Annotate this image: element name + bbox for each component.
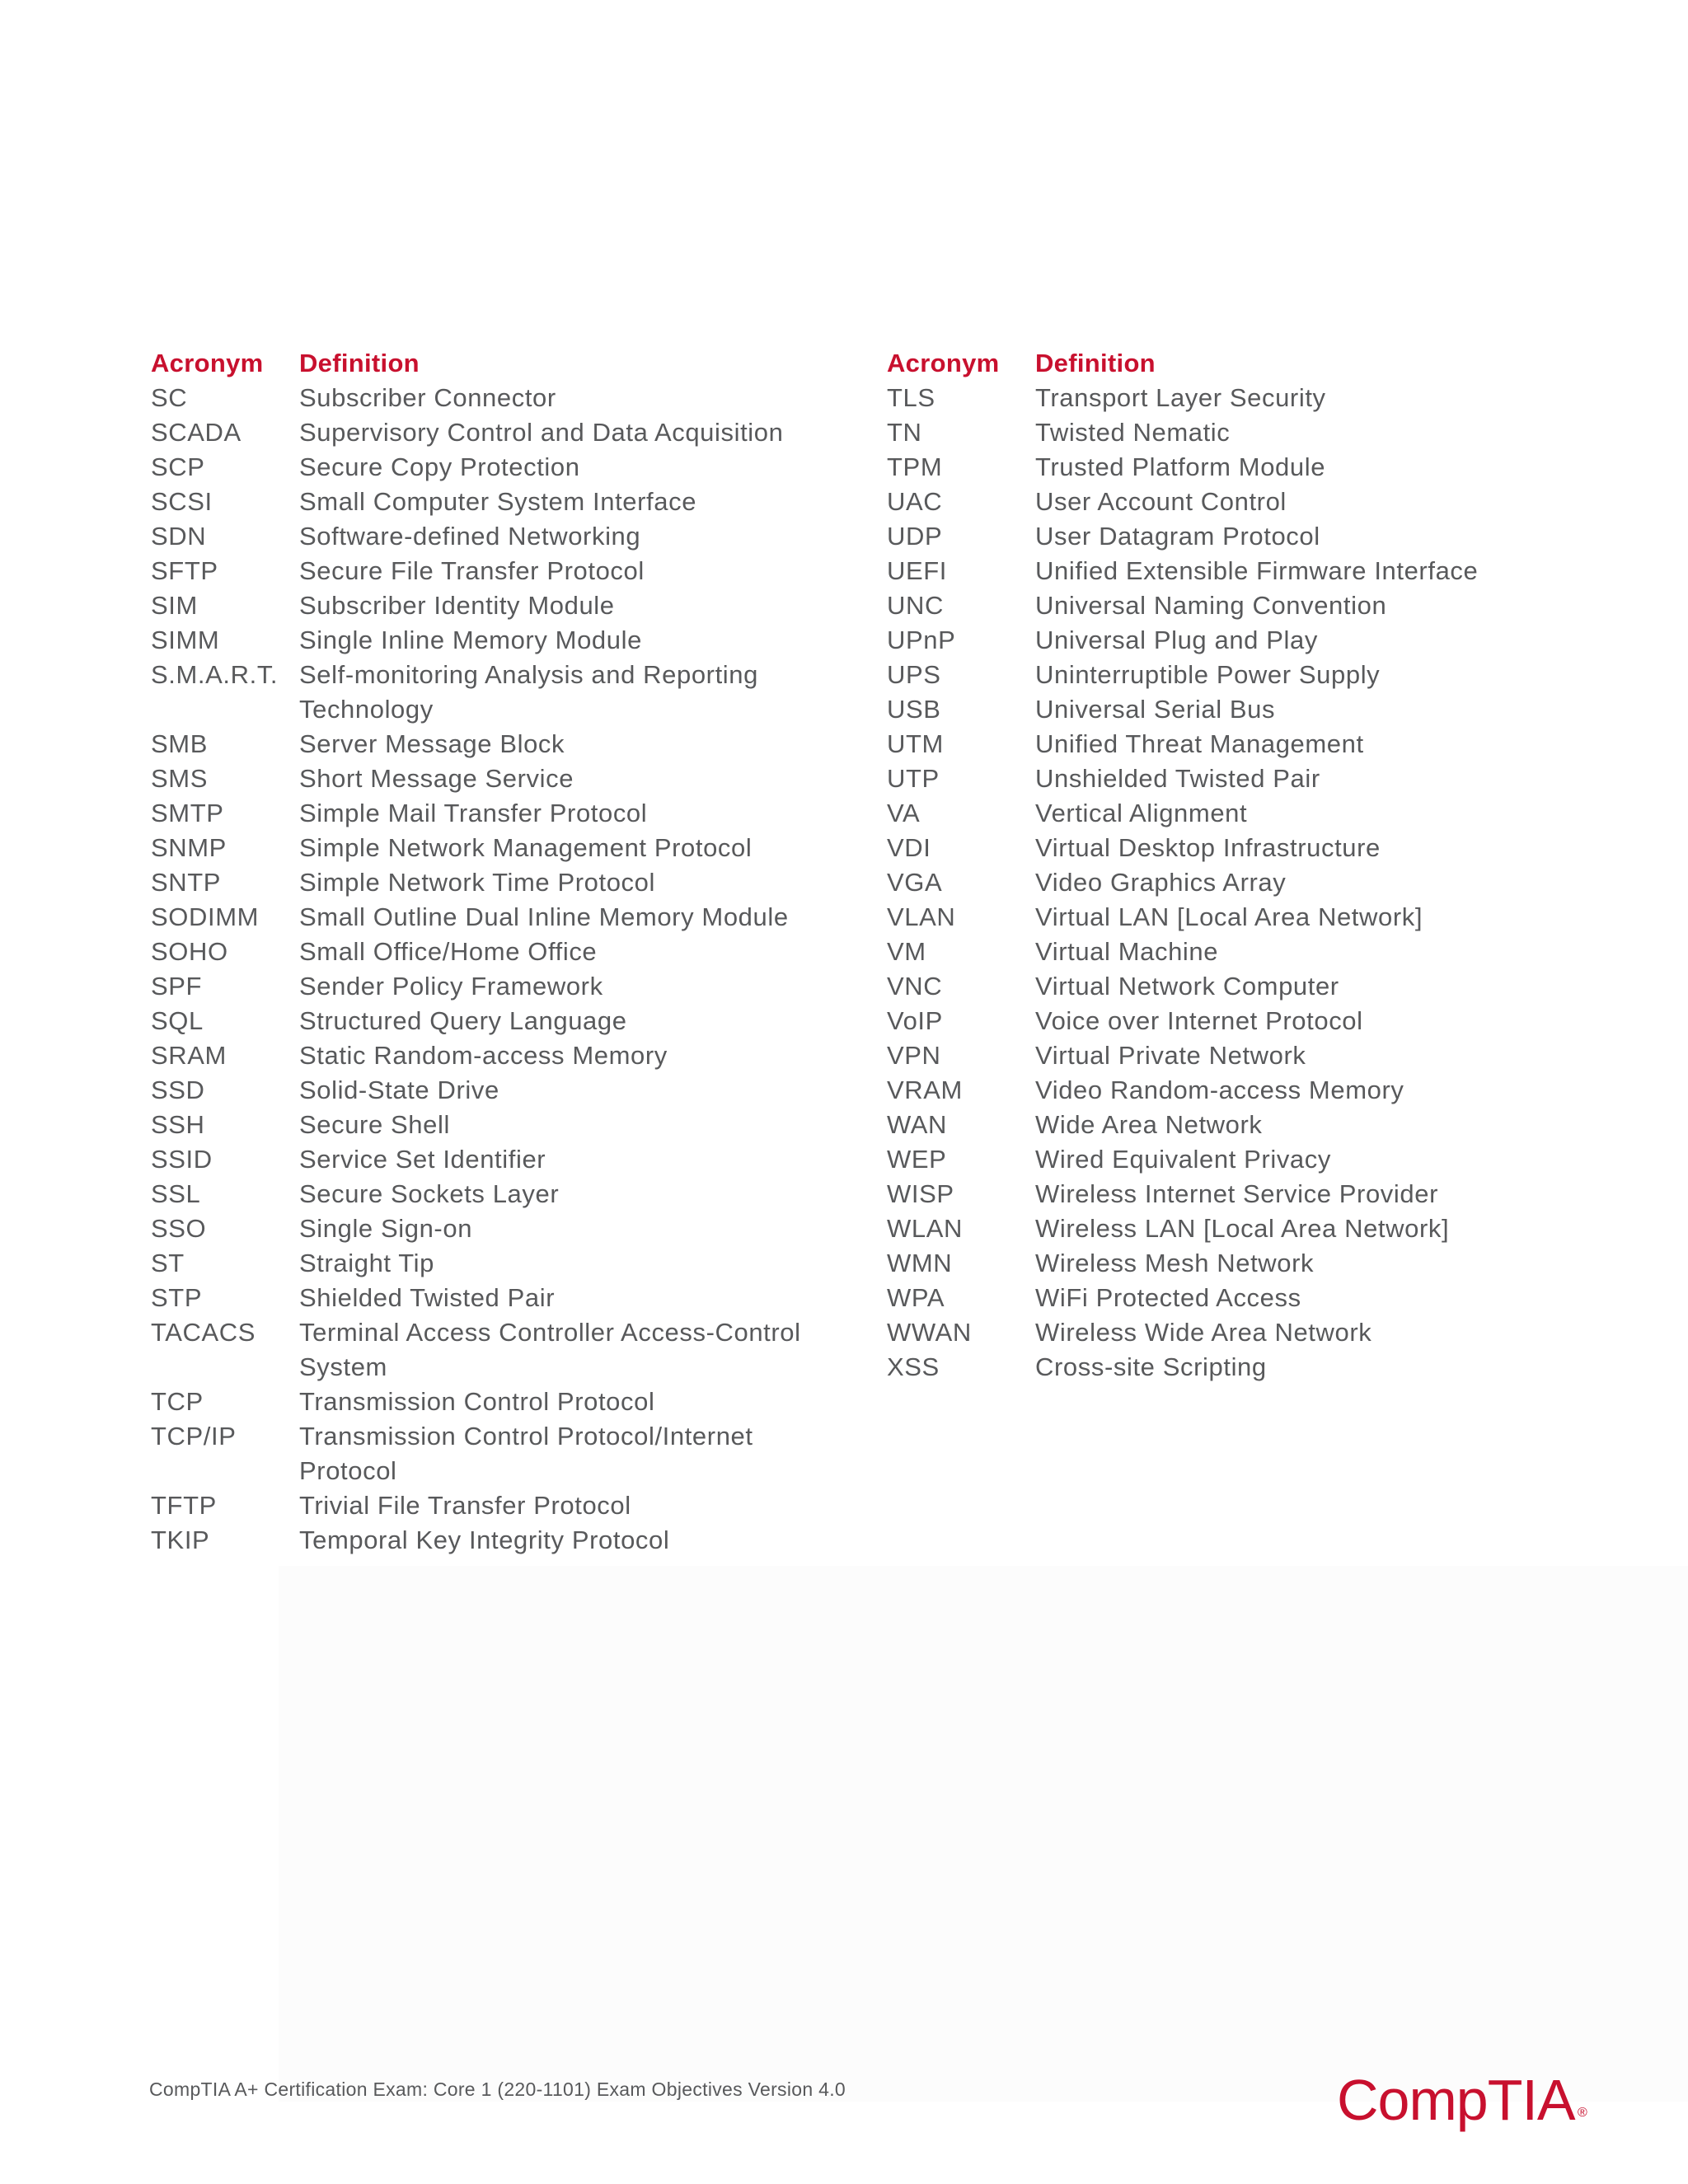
definition-text: Single Sign-on (299, 1214, 473, 1243)
definition-cell (299, 831, 835, 865)
acronym-cell: VM (887, 937, 926, 966)
definition-text-continued: System (299, 1352, 387, 1381)
definition-text: Static Random-access Memory (299, 1041, 668, 1070)
definition-text: Sender Policy Framework (299, 972, 603, 1001)
acronym-row (151, 1488, 835, 1523)
acronym-row (151, 450, 835, 485)
acronym-cell: WISP (887, 1179, 954, 1208)
definition-text: Virtual Desktop Infrastructure (1035, 833, 1381, 862)
definition-cell (1035, 485, 1596, 519)
definition-cell (299, 1419, 835, 1488)
acronym-cell: TPM (887, 452, 943, 481)
definition-cell (299, 519, 835, 554)
definition-text: Supervisory Control and Data Acquisition (299, 418, 784, 447)
acronym-row (151, 1177, 835, 1212)
definition-text: Small Office/Home Office (299, 937, 598, 966)
definition-cell (299, 1523, 835, 1558)
definition-text: Solid-State Drive (299, 1076, 499, 1104)
definition-cell (1035, 658, 1596, 692)
acronym-cell: SIM (151, 591, 198, 620)
acronym-cell: SC (151, 383, 188, 412)
definition-text: Single Inline Memory Module (299, 626, 642, 654)
definition-text: Software-defined Networking (299, 522, 641, 551)
definition-cell (1035, 623, 1596, 658)
acronym-row (887, 1038, 1596, 1073)
acronym-cell: SSH (151, 1110, 205, 1139)
acronym-row (151, 762, 835, 796)
definition-text: Structured Query Language (299, 1006, 627, 1035)
acronym-row (887, 796, 1596, 831)
acronym-cell: WAN (887, 1110, 947, 1139)
acronym-cell: S.M.A.R.T. (151, 660, 279, 689)
definition-cell (1035, 900, 1596, 935)
acronym-cell: SSO (151, 1214, 207, 1243)
acronym-cell: WPA (887, 1283, 945, 1312)
acronym-cell: VRAM (887, 1076, 963, 1104)
definition-text: Unshielded Twisted Pair (1035, 764, 1320, 793)
definition-cell (299, 935, 835, 969)
definition-text: Universal Serial Bus (1035, 695, 1276, 724)
definition-cell (1035, 762, 1596, 796)
acronym-cell: SNMP (151, 833, 227, 862)
acronym-row (151, 1419, 835, 1488)
acronym-row (887, 485, 1596, 519)
definition-cell (299, 1385, 835, 1419)
acronym-cell: SPF (151, 972, 203, 1001)
definition-column-header: Definition (299, 349, 420, 377)
acronym-cell: SMS (151, 764, 208, 793)
acronym-cell: TFTP (151, 1491, 217, 1520)
definition-cell (299, 1004, 835, 1038)
acronym-row (151, 554, 835, 588)
acronym-rows-left (151, 381, 835, 1558)
definition-text: Unified Threat Management (1035, 729, 1364, 758)
acronym-row (887, 415, 1596, 450)
definition-text: Straight Tip (299, 1249, 435, 1277)
definition-cell (1035, 415, 1596, 450)
acronym-cell: SSL (151, 1179, 201, 1208)
acronym-cell: SODIMM (151, 902, 260, 931)
acronym-row (151, 1073, 835, 1108)
acronym-row (887, 969, 1596, 1004)
logo-registered-mark: ® (1578, 2106, 1587, 2120)
definition-cell (299, 1315, 835, 1385)
acronym-row (151, 865, 835, 900)
definition-cell (1035, 588, 1596, 623)
acronym-cell: VoIP (887, 1006, 943, 1035)
definition-cell (299, 658, 835, 727)
definition-cell (1035, 796, 1596, 831)
definition-text: Trivial File Transfer Protocol (299, 1491, 631, 1520)
definition-text: Simple Network Management Protocol (299, 833, 753, 862)
acronym-cell: STP (151, 1283, 203, 1312)
definition-text-continued: Protocol (299, 1456, 397, 1485)
definition-text: Virtual Network Computer (1035, 972, 1339, 1001)
definition-text: Wide Area Network (1035, 1110, 1263, 1139)
definition-cell (1035, 692, 1596, 727)
definition-cell (1035, 1246, 1596, 1281)
table-header (151, 346, 835, 381)
definition-text: Trusted Platform Module (1035, 452, 1326, 481)
acronym-row (151, 1038, 835, 1073)
acronym-cell: SCADA (151, 418, 241, 447)
acronym-cell: WMN (887, 1249, 953, 1277)
definition-text: User Datagram Protocol (1035, 522, 1320, 551)
acronym-row (151, 381, 835, 415)
footer-document-title: CompTIA A+ Certification Exam: Core 1 (220-1101) Exam Objectives Version 4.0 (149, 2079, 846, 2100)
definition-text: Uninterruptible Power Supply (1035, 660, 1381, 689)
acronym-rows-right (887, 381, 1596, 1385)
acronym-cell: ST (151, 1249, 185, 1277)
definition-cell (1035, 554, 1596, 588)
acronym-row (151, 1315, 835, 1385)
acronym-row (151, 588, 835, 623)
acronym-cell: UTM (887, 729, 944, 758)
definition-text: Vertical Alignment (1035, 799, 1248, 827)
definition-text: Simple Network Time Protocol (299, 868, 655, 897)
definition-text: Secure Sockets Layer (299, 1179, 560, 1208)
acronym-cell: VNC (887, 972, 943, 1001)
acronym-cell: VLAN (887, 902, 956, 931)
definition-cell (299, 796, 835, 831)
definition-cell (1035, 1281, 1596, 1315)
definition-text: Shielded Twisted Pair (299, 1283, 556, 1312)
definition-cell (1035, 1142, 1596, 1177)
definition-cell (299, 1038, 835, 1073)
acronym-row (151, 1108, 835, 1142)
definition-text: Voice over Internet Protocol (1035, 1006, 1363, 1035)
acronym-row (887, 1350, 1596, 1385)
acronym-row (887, 554, 1596, 588)
definition-cell (299, 969, 835, 1004)
definition-cell (299, 1246, 835, 1281)
acronym-cell: TCP/IP (151, 1422, 237, 1451)
acronym-cell: TKIP (151, 1526, 210, 1554)
definition-cell (1035, 450, 1596, 485)
definition-text: Transport Layer Security (1035, 383, 1326, 412)
definition-cell (1035, 1038, 1596, 1073)
definition-text: Cross-site Scripting (1035, 1352, 1267, 1381)
acronym-cell: UPS (887, 660, 941, 689)
definition-column-header: Definition (1035, 349, 1156, 377)
acronym-cell: TLS (887, 383, 935, 412)
acronym-table-right (887, 346, 1596, 1385)
acronym-cell: VGA (887, 868, 943, 897)
definition-text-continued: Technology (299, 695, 434, 724)
definition-cell (299, 1177, 835, 1212)
acronym-row (887, 658, 1596, 692)
definition-text: Transmission Control Protocol (299, 1387, 655, 1416)
definition-cell (1035, 1212, 1596, 1246)
acronym-row (151, 969, 835, 1004)
definition-cell (299, 900, 835, 935)
acronym-cell: SIMM (151, 626, 220, 654)
acronym-cell: UAC (887, 487, 943, 516)
acronym-row (887, 865, 1596, 900)
definition-cell (299, 450, 835, 485)
acronym-row (151, 1142, 835, 1177)
acronym-cell: SSID (151, 1145, 213, 1174)
acronym-row (887, 1073, 1596, 1108)
definition-cell (299, 485, 835, 519)
definition-text: Wired Equivalent Privacy (1035, 1145, 1331, 1174)
definition-text: Small Outline Dual Inline Memory Module (299, 902, 789, 931)
acronym-row (151, 658, 835, 727)
definition-cell (1035, 831, 1596, 865)
acronym-row (887, 900, 1596, 935)
definition-text: Video Graphics Array (1035, 868, 1287, 897)
acronym-row (151, 1212, 835, 1246)
acronym-column-header: Acronym (887, 349, 1000, 377)
definition-text: Wireless Wide Area Network (1035, 1318, 1372, 1347)
acronym-cell: VA (887, 799, 921, 827)
definition-cell (299, 381, 835, 415)
definition-text: Small Computer System Interface (299, 487, 697, 516)
acronym-cell: SCP (151, 452, 205, 481)
definition-text: Virtual Machine (1035, 937, 1219, 966)
acronym-row (151, 415, 835, 450)
acronym-cell: SCSI (151, 487, 213, 516)
acronym-cell: SMTP (151, 799, 224, 827)
definition-cell (1035, 1315, 1596, 1350)
acronym-row (151, 727, 835, 762)
definition-cell (1035, 1108, 1596, 1142)
acronym-cell: XSS (887, 1352, 940, 1381)
acronym-cell: WLAN (887, 1214, 963, 1243)
comptia-logo (1337, 2069, 1592, 2135)
acronym-cell: SSD (151, 1076, 205, 1104)
acronym-cell: SOHO (151, 937, 228, 966)
acronym-cell: WWAN (887, 1318, 972, 1347)
acronym-row (151, 1523, 835, 1558)
definition-cell (299, 762, 835, 796)
acronym-cell: WEP (887, 1145, 947, 1174)
logo-wordmark: CompTIA (1337, 2069, 1575, 2132)
acronym-cell: VPN (887, 1041, 941, 1070)
definition-text: Secure File Transfer Protocol (299, 556, 645, 585)
acronym-row (151, 831, 835, 865)
definition-cell (1035, 519, 1596, 554)
definition-text: WiFi Protected Access (1035, 1283, 1301, 1312)
acronym-row (887, 1004, 1596, 1038)
page-background (279, 1566, 1688, 2102)
definition-cell (1035, 381, 1596, 415)
definition-text: User Account Control (1035, 487, 1287, 516)
acronym-cell: UNC (887, 591, 944, 620)
definition-text: Transmission Control Protocol/Internet (299, 1422, 753, 1451)
acronym-row (887, 450, 1596, 485)
acronym-cell: VDI (887, 833, 931, 862)
definition-text: Secure Copy Protection (299, 452, 580, 481)
definition-text: Wireless LAN [Local Area Network] (1035, 1214, 1450, 1243)
definition-cell (1035, 1350, 1596, 1385)
acronym-row (887, 1315, 1596, 1350)
definition-cell (1035, 1004, 1596, 1038)
acronym-row (151, 1385, 835, 1419)
definition-text: Self-monitoring Analysis and Reporting (299, 660, 758, 689)
definition-cell (1035, 1073, 1596, 1108)
acronym-row (887, 623, 1596, 658)
definition-cell (299, 1281, 835, 1315)
definition-cell (1035, 727, 1596, 762)
acronym-row (151, 935, 835, 969)
acronym-row (887, 1281, 1596, 1315)
acronym-cell: UEFI (887, 556, 948, 585)
acronym-row (887, 727, 1596, 762)
definition-text: Unified Extensible Firmware Interface (1035, 556, 1479, 585)
definition-text: Secure Shell (299, 1110, 450, 1139)
acronym-row (887, 692, 1596, 727)
acronym-cell: USB (887, 695, 941, 724)
definition-text: Simple Mail Transfer Protocol (299, 799, 648, 827)
acronym-table-left (151, 346, 835, 1558)
definition-cell (299, 1488, 835, 1523)
definition-cell (299, 1108, 835, 1142)
definition-text: Wireless Internet Service Provider (1035, 1179, 1439, 1208)
definition-text: Video Random-access Memory (1035, 1076, 1404, 1104)
definition-cell (299, 865, 835, 900)
acronym-cell: SDN (151, 522, 207, 551)
acronym-row (887, 935, 1596, 969)
acronym-cell: TACACS (151, 1318, 256, 1347)
acronym-row (887, 1212, 1596, 1246)
definition-cell (299, 727, 835, 762)
definition-cell (299, 588, 835, 623)
definition-text: Server Message Block (299, 729, 565, 758)
acronym-row (151, 485, 835, 519)
acronym-row (887, 519, 1596, 554)
acronym-row (151, 519, 835, 554)
acronym-column-header: Acronym (151, 349, 264, 377)
acronym-row (887, 1108, 1596, 1142)
acronym-cell: SFTP (151, 556, 218, 585)
definition-cell (299, 1142, 835, 1177)
definition-cell (1035, 1177, 1596, 1212)
acronym-row (887, 831, 1596, 865)
definition-text: Wireless Mesh Network (1035, 1249, 1315, 1277)
definition-cell (299, 1212, 835, 1246)
acronym-cell: TN (887, 418, 922, 447)
acronym-row (151, 796, 835, 831)
acronym-row (887, 1177, 1596, 1212)
definition-cell (299, 1073, 835, 1108)
acronym-row (887, 762, 1596, 796)
acronym-row (151, 1281, 835, 1315)
definition-text: Subscriber Connector (299, 383, 556, 412)
definition-text: Universal Plug and Play (1035, 626, 1318, 654)
acronym-cell: SRAM (151, 1041, 227, 1070)
definition-text: Twisted Nematic (1035, 418, 1231, 447)
definition-text: Temporal Key Integrity Protocol (299, 1526, 670, 1554)
definition-text: Subscriber Identity Module (299, 591, 615, 620)
acronym-row (887, 1142, 1596, 1177)
definition-text: Short Message Service (299, 764, 574, 793)
acronym-cell: UTP (887, 764, 940, 793)
definition-cell (1035, 865, 1596, 900)
acronym-row (887, 588, 1596, 623)
definition-text: Virtual LAN [Local Area Network] (1035, 902, 1423, 931)
acronym-cell: UDP (887, 522, 943, 551)
acronym-row (151, 900, 835, 935)
acronym-cell: TCP (151, 1387, 204, 1416)
definition-text: Universal Naming Convention (1035, 591, 1387, 620)
definition-cell (299, 554, 835, 588)
acronym-row (151, 623, 835, 658)
definition-cell (299, 415, 835, 450)
acronym-cell: UPnP (887, 626, 956, 654)
definition-text: Service Set Identifier (299, 1145, 546, 1174)
acronym-row (887, 381, 1596, 415)
definition-cell (1035, 935, 1596, 969)
definition-cell (299, 623, 835, 658)
acronym-row (151, 1004, 835, 1038)
definition-text: Virtual Private Network (1035, 1041, 1306, 1070)
acronym-cell: SNTP (151, 868, 222, 897)
acronym-cell: SQL (151, 1006, 204, 1035)
definition-text: Terminal Access Controller Access-Control (299, 1318, 801, 1347)
table-header (887, 346, 1596, 381)
acronym-cell: SMB (151, 729, 208, 758)
acronym-row (151, 1246, 835, 1281)
acronym-row (887, 1246, 1596, 1281)
definition-cell (1035, 969, 1596, 1004)
